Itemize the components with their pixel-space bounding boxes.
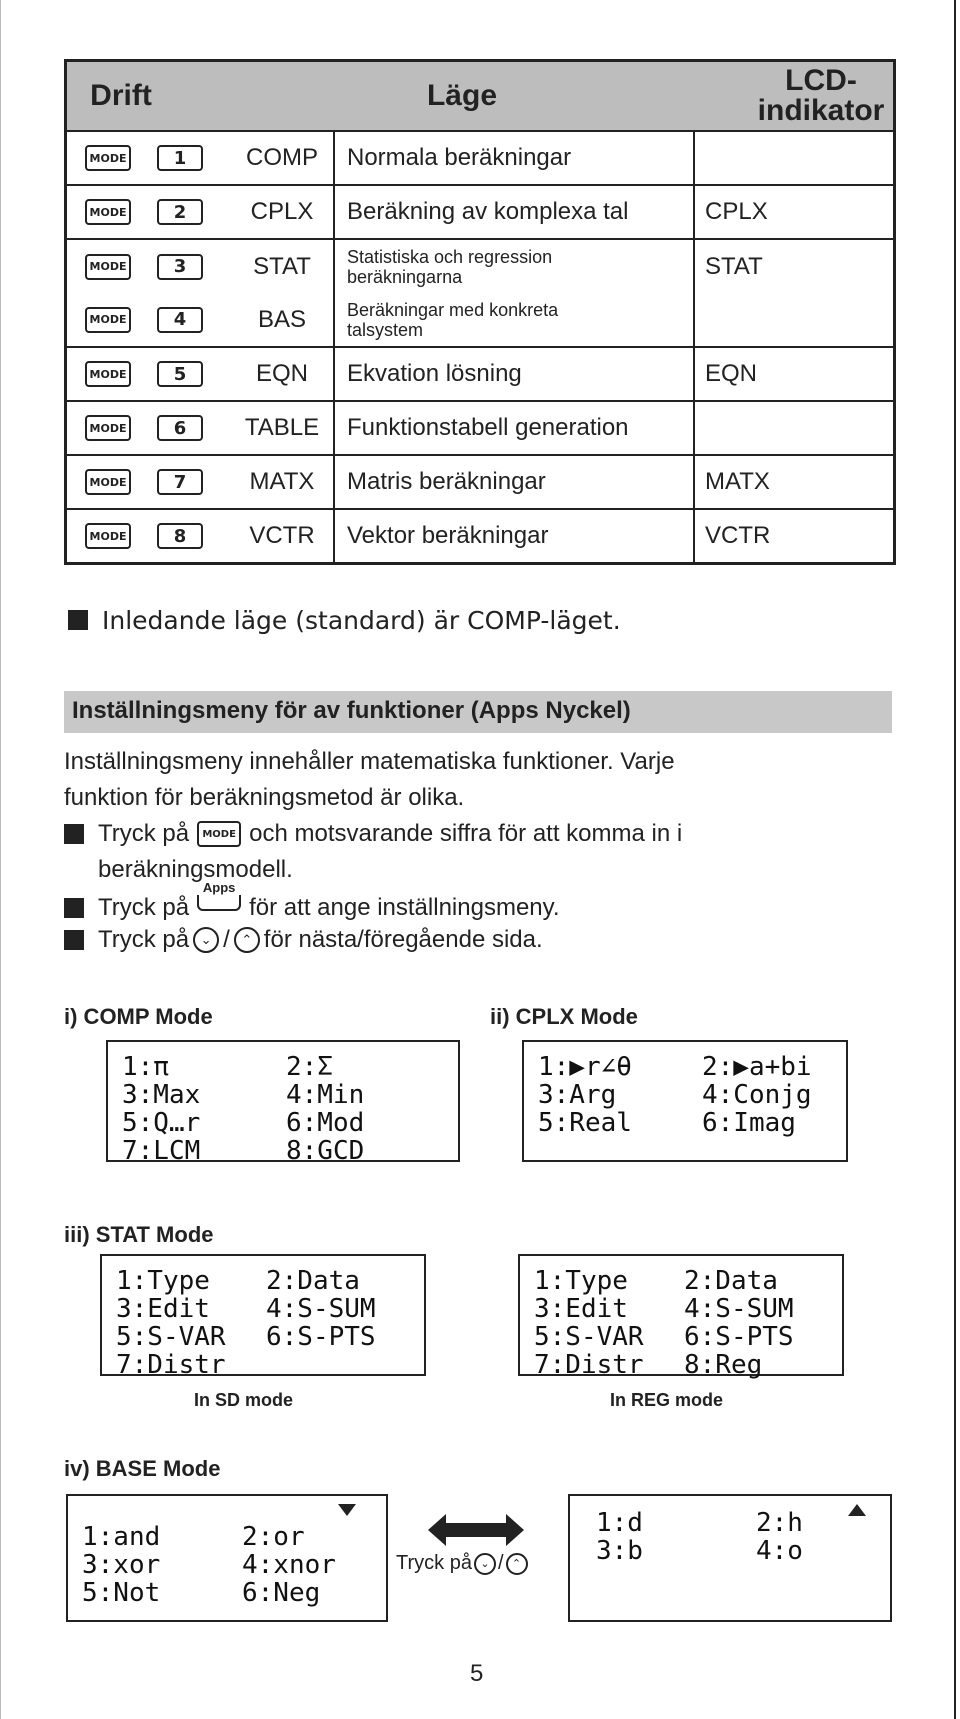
lcd-menu-item: 1:and — [82, 1522, 161, 1552]
number-key-icon: 8 — [157, 523, 203, 549]
mode-name-stack — [231, 240, 335, 346]
sd-caption: In SD mode — [194, 1390, 294, 1410]
number-key-icon: 7 — [157, 469, 203, 495]
header-lcd-line2: indikator — [757, 94, 885, 127]
lcd-menu-item: 6:Neg — [242, 1578, 321, 1608]
table-row — [67, 348, 893, 402]
description-line: talsystem — [347, 319, 424, 340]
lcd-menu-item: 1:Type — [116, 1266, 210, 1296]
mode-name: TABLE — [231, 402, 335, 454]
table-row — [67, 510, 893, 562]
header-lcd-line1: LCD- — [785, 64, 857, 97]
note-text: Inledande läge (standard) är COMP-läget. — [102, 605, 621, 635]
mode-description: Matris beräkningar — [335, 456, 695, 508]
lcd-indicator: STAT — [705, 252, 763, 280]
mode-name: MATX — [231, 456, 335, 508]
mode-key-icon: MODE — [85, 469, 131, 495]
separator: / — [497, 1552, 504, 1574]
lcd-menu-item: 4:Conjg — [702, 1080, 812, 1110]
apps-key-box — [197, 895, 241, 911]
header-lage: Läge — [426, 79, 498, 112]
bullet-text: och motsvarande siffra för att komma in i — [249, 820, 683, 847]
lcd-menu-item: 1:Type — [534, 1266, 628, 1296]
separator: / — [223, 926, 230, 953]
mode-description: Beräkning av komplexa tal — [335, 186, 695, 238]
down-triangle-icon — [338, 1504, 356, 1516]
lcd-indicator: EQN — [705, 360, 758, 387]
number-key-icon: 5 — [157, 361, 203, 387]
lcd-indicator: VCTR — [705, 522, 771, 549]
key-combo — [67, 510, 231, 562]
stat-mode-title: iii) STAT Mode — [64, 1222, 214, 1247]
lcd-menu-item: 4:o — [756, 1536, 803, 1566]
lcd-indicator — [695, 293, 893, 346]
lcd-menu-item: 2:Data — [266, 1266, 360, 1296]
hint-text: Tryck på — [396, 1552, 472, 1574]
key-combo — [67, 240, 231, 293]
up-triangle-icon — [848, 1504, 866, 1516]
apps-key-icon — [197, 880, 241, 911]
base-page-nav-hint — [396, 1552, 530, 1575]
lcd-menu-item: 8:Reg — [684, 1350, 763, 1380]
description-line: Statistiska och regression — [347, 246, 553, 267]
lcd-menu-item: 5:Not — [82, 1578, 161, 1608]
mode-key-icon: MODE — [85, 199, 131, 225]
bullet-square-icon — [64, 898, 84, 918]
mode-name: BAS — [257, 305, 307, 333]
lcd-menu-item: 2:▶a+bi — [702, 1052, 812, 1082]
mode-key-icon: MODE — [197, 821, 241, 847]
lcd-menu-item: 2:h — [756, 1508, 803, 1538]
table-row — [67, 132, 893, 186]
comp-mode-title: i) COMP Mode — [64, 1004, 213, 1029]
lcd-menu-item: 3:xor — [82, 1550, 161, 1580]
lcd-menu-item: 8:GCD — [286, 1136, 365, 1166]
lcd-menu-item: 2:Data — [684, 1266, 778, 1296]
key-combo-stack — [67, 240, 231, 346]
mode-description: Ekvation lösning — [335, 348, 695, 400]
up-arrow-key-icon: ⌃ — [234, 927, 260, 953]
lcd-menu-grid — [82, 1524, 392, 1606]
mode-description: Funktionstabell generation — [335, 402, 695, 454]
bullet-mode-instruction — [64, 820, 682, 848]
lcd-menu-item: 5:Real — [538, 1108, 632, 1138]
table-row — [67, 186, 893, 240]
lcd-menu-item: 7:LCM — [122, 1136, 201, 1166]
paragraph-line: funktion för beräkningsmetod är olika. — [64, 784, 465, 811]
lcd-menu-item: 4:xnor — [242, 1550, 336, 1580]
section-title: Inställningsmeny för av funktioner (Apps Nyckel) — [72, 697, 631, 724]
comp-lcd-screen — [106, 1040, 460, 1166]
lcd-menu-item: 5:S-VAR — [534, 1322, 644, 1352]
table-row — [67, 456, 893, 510]
page-number: 5 — [470, 1660, 484, 1687]
stat-sd-lcd-screen — [100, 1254, 426, 1380]
lcd-menu-item: 3:Edit — [534, 1294, 628, 1324]
bullet-text: för att ange inställningsmeny. — [249, 893, 560, 921]
mode-key-icon: MODE — [85, 361, 131, 387]
lcd-indicator — [695, 402, 893, 454]
section-paragraph — [64, 744, 675, 816]
cplx-lcd-screen — [522, 1040, 848, 1162]
apps-key-label: Apps — [202, 880, 236, 895]
lcd-menu-item: 6:Imag — [702, 1108, 796, 1138]
bullet-text: för nästa/föregående sida. — [263, 926, 543, 953]
lcd-menu-grid — [116, 1268, 416, 1378]
key-combo — [67, 402, 231, 454]
lcd-menu-grid — [534, 1268, 834, 1378]
lcd-menu-item: 6:S-PTS — [266, 1322, 376, 1352]
mode-key-icon: MODE — [85, 523, 131, 549]
lcd-menu-item: 5:S-VAR — [116, 1322, 226, 1352]
lcd-menu-item: 1:d — [596, 1508, 643, 1538]
mode-description: Normala beräkningar — [335, 132, 695, 184]
key-combo — [67, 132, 231, 184]
lcd-menu-item: 6:Mod — [286, 1108, 365, 1138]
lcd-menu-item: 7:Distr — [534, 1350, 644, 1380]
lcd-menu-item: 3:Edit — [116, 1294, 210, 1324]
mode-table — [64, 59, 896, 565]
lcd-menu-item: 4:S-SUM — [684, 1294, 794, 1324]
key-combo — [67, 456, 231, 508]
mode-key-icon: MODE — [85, 415, 131, 441]
base-mode-title: iv) BASE Mode — [64, 1456, 221, 1481]
bullet-nav-instruction — [64, 926, 543, 954]
lcd-indicator — [695, 132, 893, 184]
mode-description — [335, 293, 693, 346]
header-drift: Drift — [90, 79, 152, 112]
mode-key-icon: MODE — [85, 145, 131, 171]
mode-name: CPLX — [231, 186, 335, 238]
lcd-menu-item: 3:b — [596, 1536, 643, 1566]
base-lcd-page2 — [568, 1494, 892, 1622]
lcd-menu-item: 3:Arg — [538, 1080, 617, 1110]
bullet-text: Tryck på — [98, 893, 190, 921]
key-combo — [67, 293, 231, 346]
lcd-indicator: CPLX — [705, 198, 768, 225]
base-lcd-page1 — [66, 1494, 388, 1622]
number-key-icon: 2 — [157, 199, 203, 225]
lcd-menu-grid — [122, 1054, 450, 1164]
header-lcd — [749, 62, 893, 130]
table-row — [67, 402, 893, 456]
key-combo — [67, 186, 231, 238]
number-key-icon: 6 — [157, 415, 203, 441]
lcd-menu-item: 6:S-PTS — [684, 1322, 794, 1352]
number-key-icon: 3 — [157, 254, 203, 280]
bullet-square-icon — [64, 930, 84, 950]
bullet-square-icon — [64, 824, 84, 844]
number-key-icon: 4 — [157, 307, 203, 333]
mode-description — [335, 240, 693, 293]
down-arrow-key-icon: ⌄ — [193, 927, 219, 953]
cplx-mode-title: ii) CPLX Mode — [490, 1004, 638, 1029]
default-mode-note — [68, 604, 621, 635]
lcd-menu-grid — [596, 1510, 876, 1564]
mode-description-stack — [335, 240, 695, 346]
lcd-menu-item: 4:S-SUM — [266, 1294, 376, 1324]
lcd-menu-item: 3:Max — [122, 1080, 201, 1110]
lcd-indicator: MATX — [705, 468, 770, 495]
mode-key-icon: MODE — [85, 307, 131, 333]
stat-reg-lcd-screen — [518, 1254, 844, 1380]
down-arrow-key-icon: ⌄ — [474, 1553, 496, 1575]
lcd-menu-item: 4:Min — [286, 1080, 365, 1110]
bullet-apps-instruction — [64, 880, 560, 923]
paragraph-line: Inställningsmeny innehåller matematiska funktioner. Varje — [64, 748, 675, 775]
lcd-menu-item: 2:or — [242, 1522, 305, 1552]
bullet-square-icon — [68, 610, 88, 630]
lcd-menu-item: 7:Distr — [116, 1350, 226, 1380]
mode-name: EQN — [231, 348, 335, 400]
mode-name: VCTR — [231, 510, 335, 562]
page-edge-right — [954, 0, 956, 1719]
description-line: beräkningarna — [347, 266, 463, 287]
double-arrow-icon — [428, 1510, 524, 1550]
page-edge-left — [0, 0, 1, 1719]
lcd-menu-item: 5:Q…r — [122, 1108, 201, 1138]
description-line: Beräkningar med konkreta — [347, 299, 559, 320]
up-arrow-key-icon: ⌃ — [506, 1553, 528, 1575]
table-header — [67, 62, 893, 132]
mode-name: STAT — [253, 252, 311, 280]
bullet-text: Tryck på — [98, 926, 190, 953]
lcd-indicator-stack — [695, 240, 893, 346]
lcd-menu-item: 1:▶r∠θ — [538, 1052, 632, 1082]
lcd-menu-grid — [538, 1054, 866, 1136]
bullet-text: Tryck på — [98, 820, 190, 847]
mode-key-icon: MODE — [85, 254, 131, 280]
mode-description: Vektor beräkningar — [335, 510, 695, 562]
mode-name: COMP — [231, 132, 335, 184]
lcd-menu-item: 2:Σ — [286, 1052, 333, 1082]
number-key-icon: 1 — [157, 145, 203, 171]
reg-caption: In REG mode — [610, 1390, 724, 1410]
lcd-menu-item: 1:π — [122, 1052, 169, 1082]
table-row-group — [67, 240, 893, 348]
bullet-continuation: beräkningsmodell. — [98, 856, 293, 883]
key-combo — [67, 348, 231, 400]
